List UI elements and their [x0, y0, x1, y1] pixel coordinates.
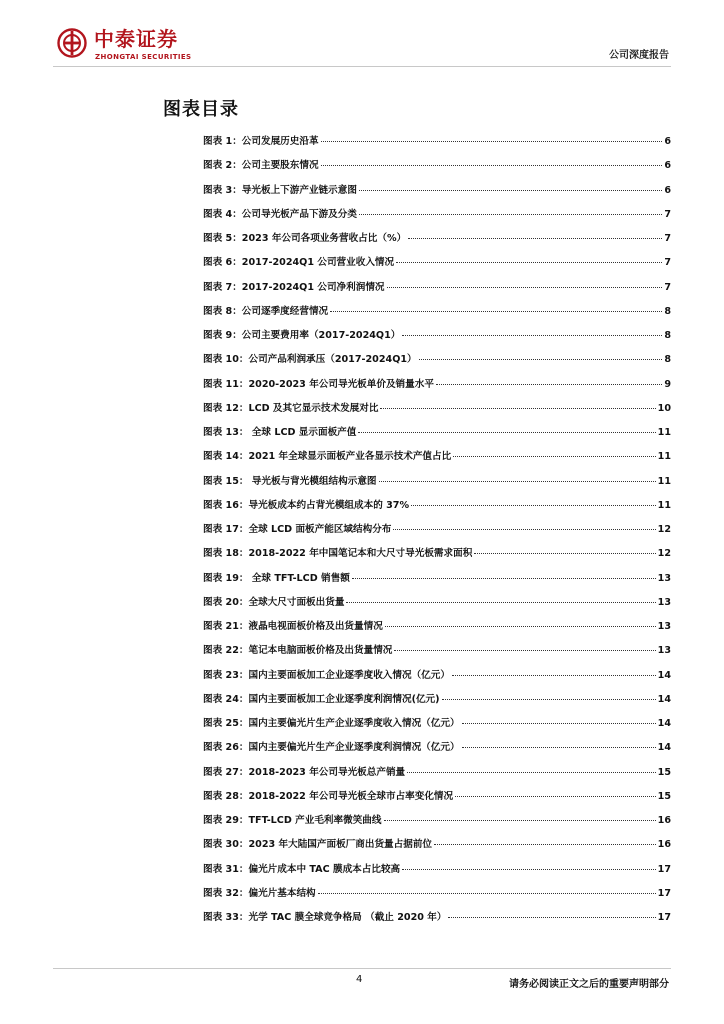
toc-entry-label: 图表 2：公司主要股东情况	[203, 160, 319, 172]
toc-entry[interactable]	[203, 348, 671, 372]
toc-entry-label: 图表 10：公司产品利润承压（2017-2024Q1）	[203, 354, 417, 366]
toc-entry-label: 图表 33：光学 TAC 膜全球竞争格局 （截止 2020 年）	[203, 912, 447, 923]
toc-entry-page: 14	[657, 742, 671, 754]
toc-entry[interactable]	[203, 736, 671, 760]
toc-entry-page: 11	[657, 499, 671, 511]
toc-entry-page: 6	[664, 184, 671, 196]
toc-entry-page: 6	[664, 136, 671, 147]
toc-entry-label: 图表 3：导光板上下游产业链示意图	[203, 184, 357, 196]
toc-entry-page: 17	[657, 912, 671, 923]
toc-entry-label: 图表 25：国内主要偏光片生产企业逐季度收入情况（亿元）	[203, 718, 460, 729]
toc-entry-label: 图表 30：2023 年大陆国产面板厂商出货量占据前位	[203, 839, 433, 851]
toc-entry-page: 11	[657, 427, 671, 438]
toc-entry-label: 图表 16：导光板成本约占背光模组成本的 37%	[203, 499, 410, 511]
toc-dot-leader	[318, 892, 656, 894]
toc-entry[interactable]	[203, 809, 671, 833]
toc-entry-page: 7	[664, 233, 671, 244]
toc-entry-page: 7	[664, 208, 671, 220]
toc-dot-leader	[321, 164, 663, 166]
toc-entry[interactable]	[203, 639, 671, 663]
toc-entry-label: 图表 31：偏光片成本中 TAC 膜成本占比较高	[203, 863, 401, 875]
toc-entry[interactable]	[203, 373, 671, 397]
toc-dot-leader	[387, 286, 663, 288]
toc-dot-leader	[442, 698, 656, 700]
toc-entry-page: 8	[664, 354, 671, 366]
toc-dot-leader	[407, 771, 656, 773]
toc-dot-leader	[358, 431, 655, 433]
toc-entry[interactable]	[203, 445, 671, 469]
toc-entry-label: 图表 9：公司主要费用率（2017-2024Q1）	[203, 330, 401, 341]
toc-dot-leader	[380, 407, 655, 409]
toc-entry[interactable]	[203, 615, 671, 639]
toc-entry[interactable]	[203, 833, 671, 857]
toc-dot-leader	[411, 504, 656, 506]
toc-dot-leader	[434, 843, 656, 845]
toc-entry[interactable]	[203, 397, 671, 421]
toc-entry-label: 图表 4：公司导光板产品下游及分类	[203, 208, 357, 220]
toc-dot-leader	[384, 819, 656, 821]
toc-entry[interactable]	[203, 664, 671, 688]
toc-entry[interactable]	[203, 324, 671, 348]
toc-entry-page: 8	[664, 330, 671, 341]
toc-entry-label: 图表 22：笔记本电脑面板价格及出货量情况	[203, 645, 393, 657]
toc-entry-page: 13	[657, 645, 671, 657]
chart-index-list	[203, 130, 671, 930]
toc-entry[interactable]	[203, 518, 671, 542]
page-header	[0, 0, 724, 72]
toc-entry-label: 图表 28：2018-2022 年公司导光板全球市占率变化情况	[203, 790, 454, 802]
toc-entry-label: 图表 8：公司逐季度经营情况	[203, 305, 329, 317]
toc-entry-label: 图表 18：2018-2022 年中国笔记本和大尺寸导光板需求面积	[203, 548, 473, 560]
toc-entry[interactable]	[203, 761, 671, 785]
toc-entry-page: 14	[657, 693, 671, 705]
toc-entry-label: 图表 32：偏光片基本结构	[203, 887, 316, 899]
toc-entry-page: 12	[657, 524, 671, 535]
toc-entry-label: 图表 27：2018-2023 年公司导光板总产销量	[203, 766, 406, 778]
toc-dot-leader	[385, 625, 656, 627]
toc-entry-label: 图表 15： 导光板与背光模组结构示意图	[203, 475, 377, 487]
page-number: 4	[356, 974, 363, 985]
toc-entry[interactable]	[203, 130, 671, 154]
toc-entry[interactable]	[203, 203, 671, 227]
toc-entry-label: 图表 11：2020-2023 年公司导光板单价及销量水平	[203, 378, 434, 390]
toc-entry-page: 9	[664, 378, 671, 390]
toc-entry-page: 16	[657, 815, 671, 826]
toc-entry[interactable]	[203, 882, 671, 906]
toc-dot-leader	[330, 310, 662, 312]
toc-entry-label: 图表 6：2017-2024Q1 公司营业收入情况	[203, 257, 395, 269]
toc-entry-page: 10	[657, 402, 671, 414]
toc-entry-page: 13	[657, 572, 671, 584]
toc-entry[interactable]	[203, 154, 671, 178]
toc-dot-leader	[346, 601, 655, 603]
report-type-label: 公司深度报告	[609, 50, 669, 61]
toc-title: 图表目录	[163, 99, 239, 120]
toc-dot-leader	[462, 722, 656, 724]
zhongtai-logo-icon	[57, 28, 87, 58]
toc-entry[interactable]	[203, 712, 671, 736]
toc-entry[interactable]	[203, 251, 671, 275]
toc-entry-page: 11	[657, 451, 671, 463]
footer-disclaimer: 请务必阅读正文之后的重要声明部分	[509, 979, 669, 990]
toc-entry-label: 图表 13： 全球 LCD 显示面板产值	[203, 427, 357, 438]
toc-dot-leader	[379, 480, 656, 482]
toc-entry[interactable]	[203, 542, 671, 566]
footer-divider	[53, 968, 671, 969]
toc-entry-page: 17	[657, 887, 671, 899]
toc-entry[interactable]	[203, 906, 671, 930]
toc-entry[interactable]	[203, 276, 671, 300]
toc-entry-page: 12	[657, 548, 671, 560]
toc-entry-page: 15	[657, 766, 671, 778]
toc-dot-leader	[408, 237, 662, 239]
toc-dot-leader	[394, 649, 655, 651]
toc-dot-leader	[321, 140, 663, 142]
toc-entry[interactable]	[203, 858, 671, 882]
toc-entry-page: 16	[657, 839, 671, 851]
toc-entry[interactable]	[203, 785, 671, 809]
toc-entry-page: 13	[657, 596, 671, 608]
toc-entry-page: 8	[664, 305, 671, 317]
toc-entry-page: 7	[664, 257, 671, 269]
toc-entry-label: 图表 7：2017-2024Q1 公司净利润情况	[203, 281, 385, 293]
header-divider	[53, 66, 671, 67]
toc-dot-leader	[359, 189, 662, 191]
toc-dot-leader	[419, 358, 663, 360]
toc-entry[interactable]	[203, 567, 671, 591]
toc-dot-leader	[352, 577, 656, 579]
toc-entry[interactable]	[203, 470, 671, 494]
toc-entry[interactable]	[203, 300, 671, 324]
toc-dot-leader	[455, 795, 656, 797]
toc-entry-label: 图表 1：公司发展历史沿革	[203, 136, 319, 147]
toc-entry-page: 17	[657, 863, 671, 875]
toc-entry-page: 14	[657, 669, 671, 681]
toc-entry-page: 11	[657, 475, 671, 487]
toc-dot-leader	[474, 552, 655, 554]
logo-text-cn: 中泰证券	[94, 27, 178, 51]
toc-entry-label: 图表 20：全球大尺寸面板出货量	[203, 596, 345, 608]
toc-dot-leader	[359, 213, 662, 215]
logo-text-en: ZHONGTAI SECURITIES	[95, 53, 192, 61]
toc-entry[interactable]	[203, 421, 671, 445]
toc-entry-label: 图表 12：LCD 及其它显示技术发展对比	[203, 402, 379, 414]
toc-entry-page: 14	[657, 718, 671, 729]
toc-dot-leader	[452, 674, 656, 676]
toc-dot-leader	[396, 261, 662, 263]
toc-dot-leader	[402, 868, 656, 870]
toc-entry-label: 图表 14：2021 年全球显示面板产业各显示技术产值占比	[203, 451, 452, 463]
toc-dot-leader	[448, 916, 655, 918]
toc-entry-label: 图表 23：国内主要面板加工企业逐季度收入情况（亿元）	[203, 669, 450, 681]
toc-entry-label: 图表 17：全球 LCD 面板产能区域结构分布	[203, 524, 392, 535]
toc-entry-label: 图表 24：国内主要面板加工企业逐季度利润情况(亿元)	[203, 693, 440, 705]
toc-dot-leader	[453, 455, 655, 457]
toc-dot-leader	[393, 528, 655, 530]
toc-entry-label: 图表 19： 全球 TFT-LCD 销售额	[203, 572, 350, 584]
toc-entry-page: 15	[657, 790, 671, 802]
toc-entry-label: 图表 21：液晶电视面板价格及出货量情况	[203, 621, 383, 632]
toc-entry-label: 图表 29：TFT-LCD 产业毛利率微笑曲线	[203, 815, 382, 826]
toc-entry[interactable]	[203, 179, 671, 203]
toc-entry[interactable]	[203, 227, 671, 251]
toc-entry-label: 图表 26：国内主要偏光片生产企业逐季度利润情况（亿元）	[203, 742, 460, 754]
toc-dot-leader	[462, 746, 656, 748]
toc-entry-label: 图表 5：2023 年公司各项业务营收占比（%）	[203, 233, 407, 244]
toc-entry[interactable]	[203, 688, 671, 712]
toc-entry-page: 13	[657, 621, 671, 632]
toc-entry-page: 7	[664, 281, 671, 293]
toc-dot-leader	[436, 383, 662, 385]
toc-entry[interactable]	[203, 494, 671, 518]
toc-entry[interactable]	[203, 591, 671, 615]
toc-entry-page: 6	[664, 160, 671, 172]
toc-dot-leader	[402, 334, 662, 336]
